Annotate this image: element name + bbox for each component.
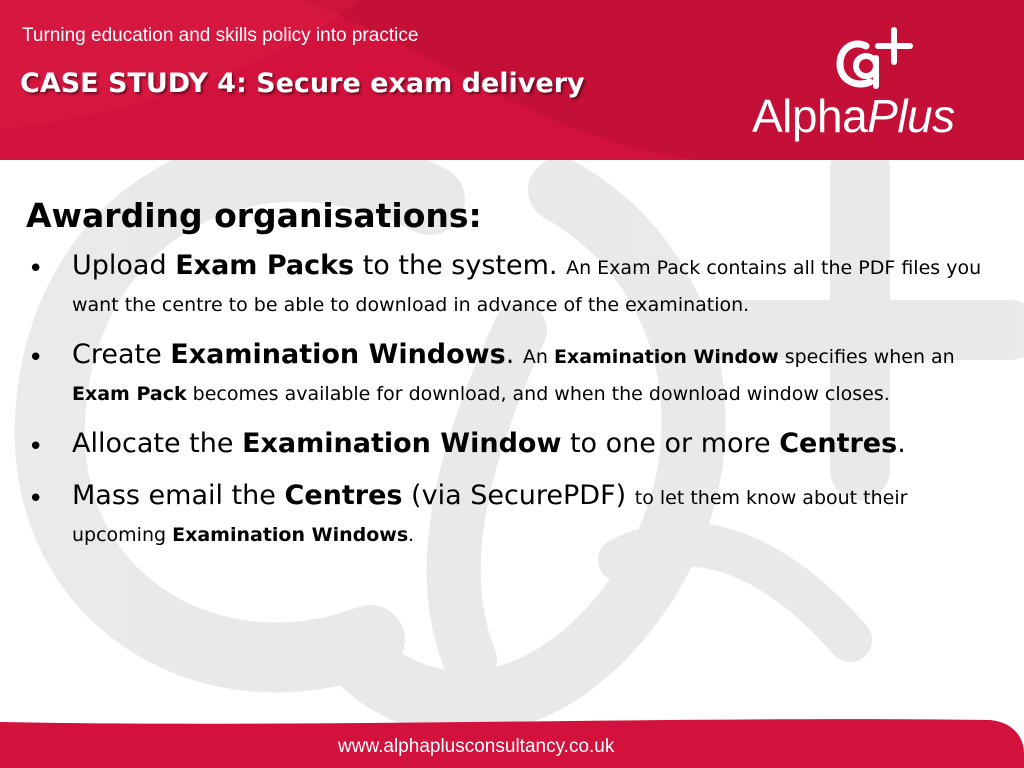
bullet-run-detail: to let them know about their upcoming bbox=[72, 487, 908, 546]
bullet-list bbox=[26, 248, 1001, 554]
bullet-run-bold: Exam Packs bbox=[175, 250, 355, 281]
section-heading: Awarding organisations: bbox=[26, 196, 482, 235]
alphaplus-logo bbox=[752, 26, 1000, 152]
bullet-dot-icon: • bbox=[28, 484, 44, 514]
bullet-text bbox=[72, 248, 1001, 324]
slide-body bbox=[26, 192, 1001, 567]
bullet-run-detail: An Exam Pack contains all the PDF files you want the centre to be able to download in advance of the examination. bbox=[72, 257, 982, 316]
bullet-run-bold: Examination Windows bbox=[170, 339, 506, 370]
bullet-run-detail: specifies when an bbox=[778, 346, 955, 368]
bullet-dot-icon: • bbox=[28, 343, 44, 373]
bullet-run: Allocate the bbox=[72, 428, 243, 459]
bullet-run-detail: . bbox=[408, 524, 415, 546]
bullet-text bbox=[72, 426, 1001, 465]
bullet-item bbox=[26, 478, 1001, 554]
bullet-item bbox=[26, 426, 1001, 465]
logo-wordmark bbox=[752, 90, 955, 142]
bullet-run: Mass email the bbox=[72, 480, 285, 511]
bullet-run-bold: Centres bbox=[779, 428, 898, 459]
bullet-run: . bbox=[505, 339, 523, 370]
bullet-item bbox=[26, 248, 1001, 324]
bullet-run-detail-bold: Examination Window bbox=[553, 346, 779, 368]
bullet-run: to one or more bbox=[561, 428, 780, 459]
page-title: CASE STUDY 4: Secure exam delivery bbox=[20, 68, 585, 99]
logo-word-plus: Plus bbox=[867, 90, 955, 142]
bullet-dot-icon: • bbox=[28, 432, 44, 462]
bullet-run-detail: becomes available for download, and when the download window closes. bbox=[186, 383, 890, 405]
bullet-run-detail: An bbox=[522, 346, 554, 368]
logo-word-alpha: Alpha bbox=[752, 90, 868, 142]
bullet-run: (via SecurePDF) bbox=[402, 480, 635, 511]
bullet-text bbox=[72, 478, 1001, 554]
bullet-item bbox=[26, 337, 1001, 413]
bullet-run: . bbox=[897, 428, 906, 459]
bullet-run-bold: Examination Window bbox=[242, 428, 562, 459]
bullet-run-bold: Centres bbox=[284, 480, 403, 511]
bullet-run: Create bbox=[72, 339, 171, 370]
bullet-run: Upload bbox=[72, 250, 176, 281]
alpha-plus-mark-icon bbox=[832, 26, 916, 90]
bullet-run-detail-bold: Exam Pack bbox=[72, 383, 187, 405]
bullet-run: to the system. bbox=[354, 250, 567, 281]
bullet-text bbox=[72, 337, 1001, 413]
footer-website-link[interactable]: www.alphaplusconsultancy.co.uk bbox=[338, 736, 615, 757]
tagline: Turning education and skills policy into practice bbox=[22, 25, 419, 46]
bullet-dot-icon: • bbox=[28, 254, 44, 284]
bullet-run-detail-bold: Examination Windows bbox=[172, 524, 409, 546]
